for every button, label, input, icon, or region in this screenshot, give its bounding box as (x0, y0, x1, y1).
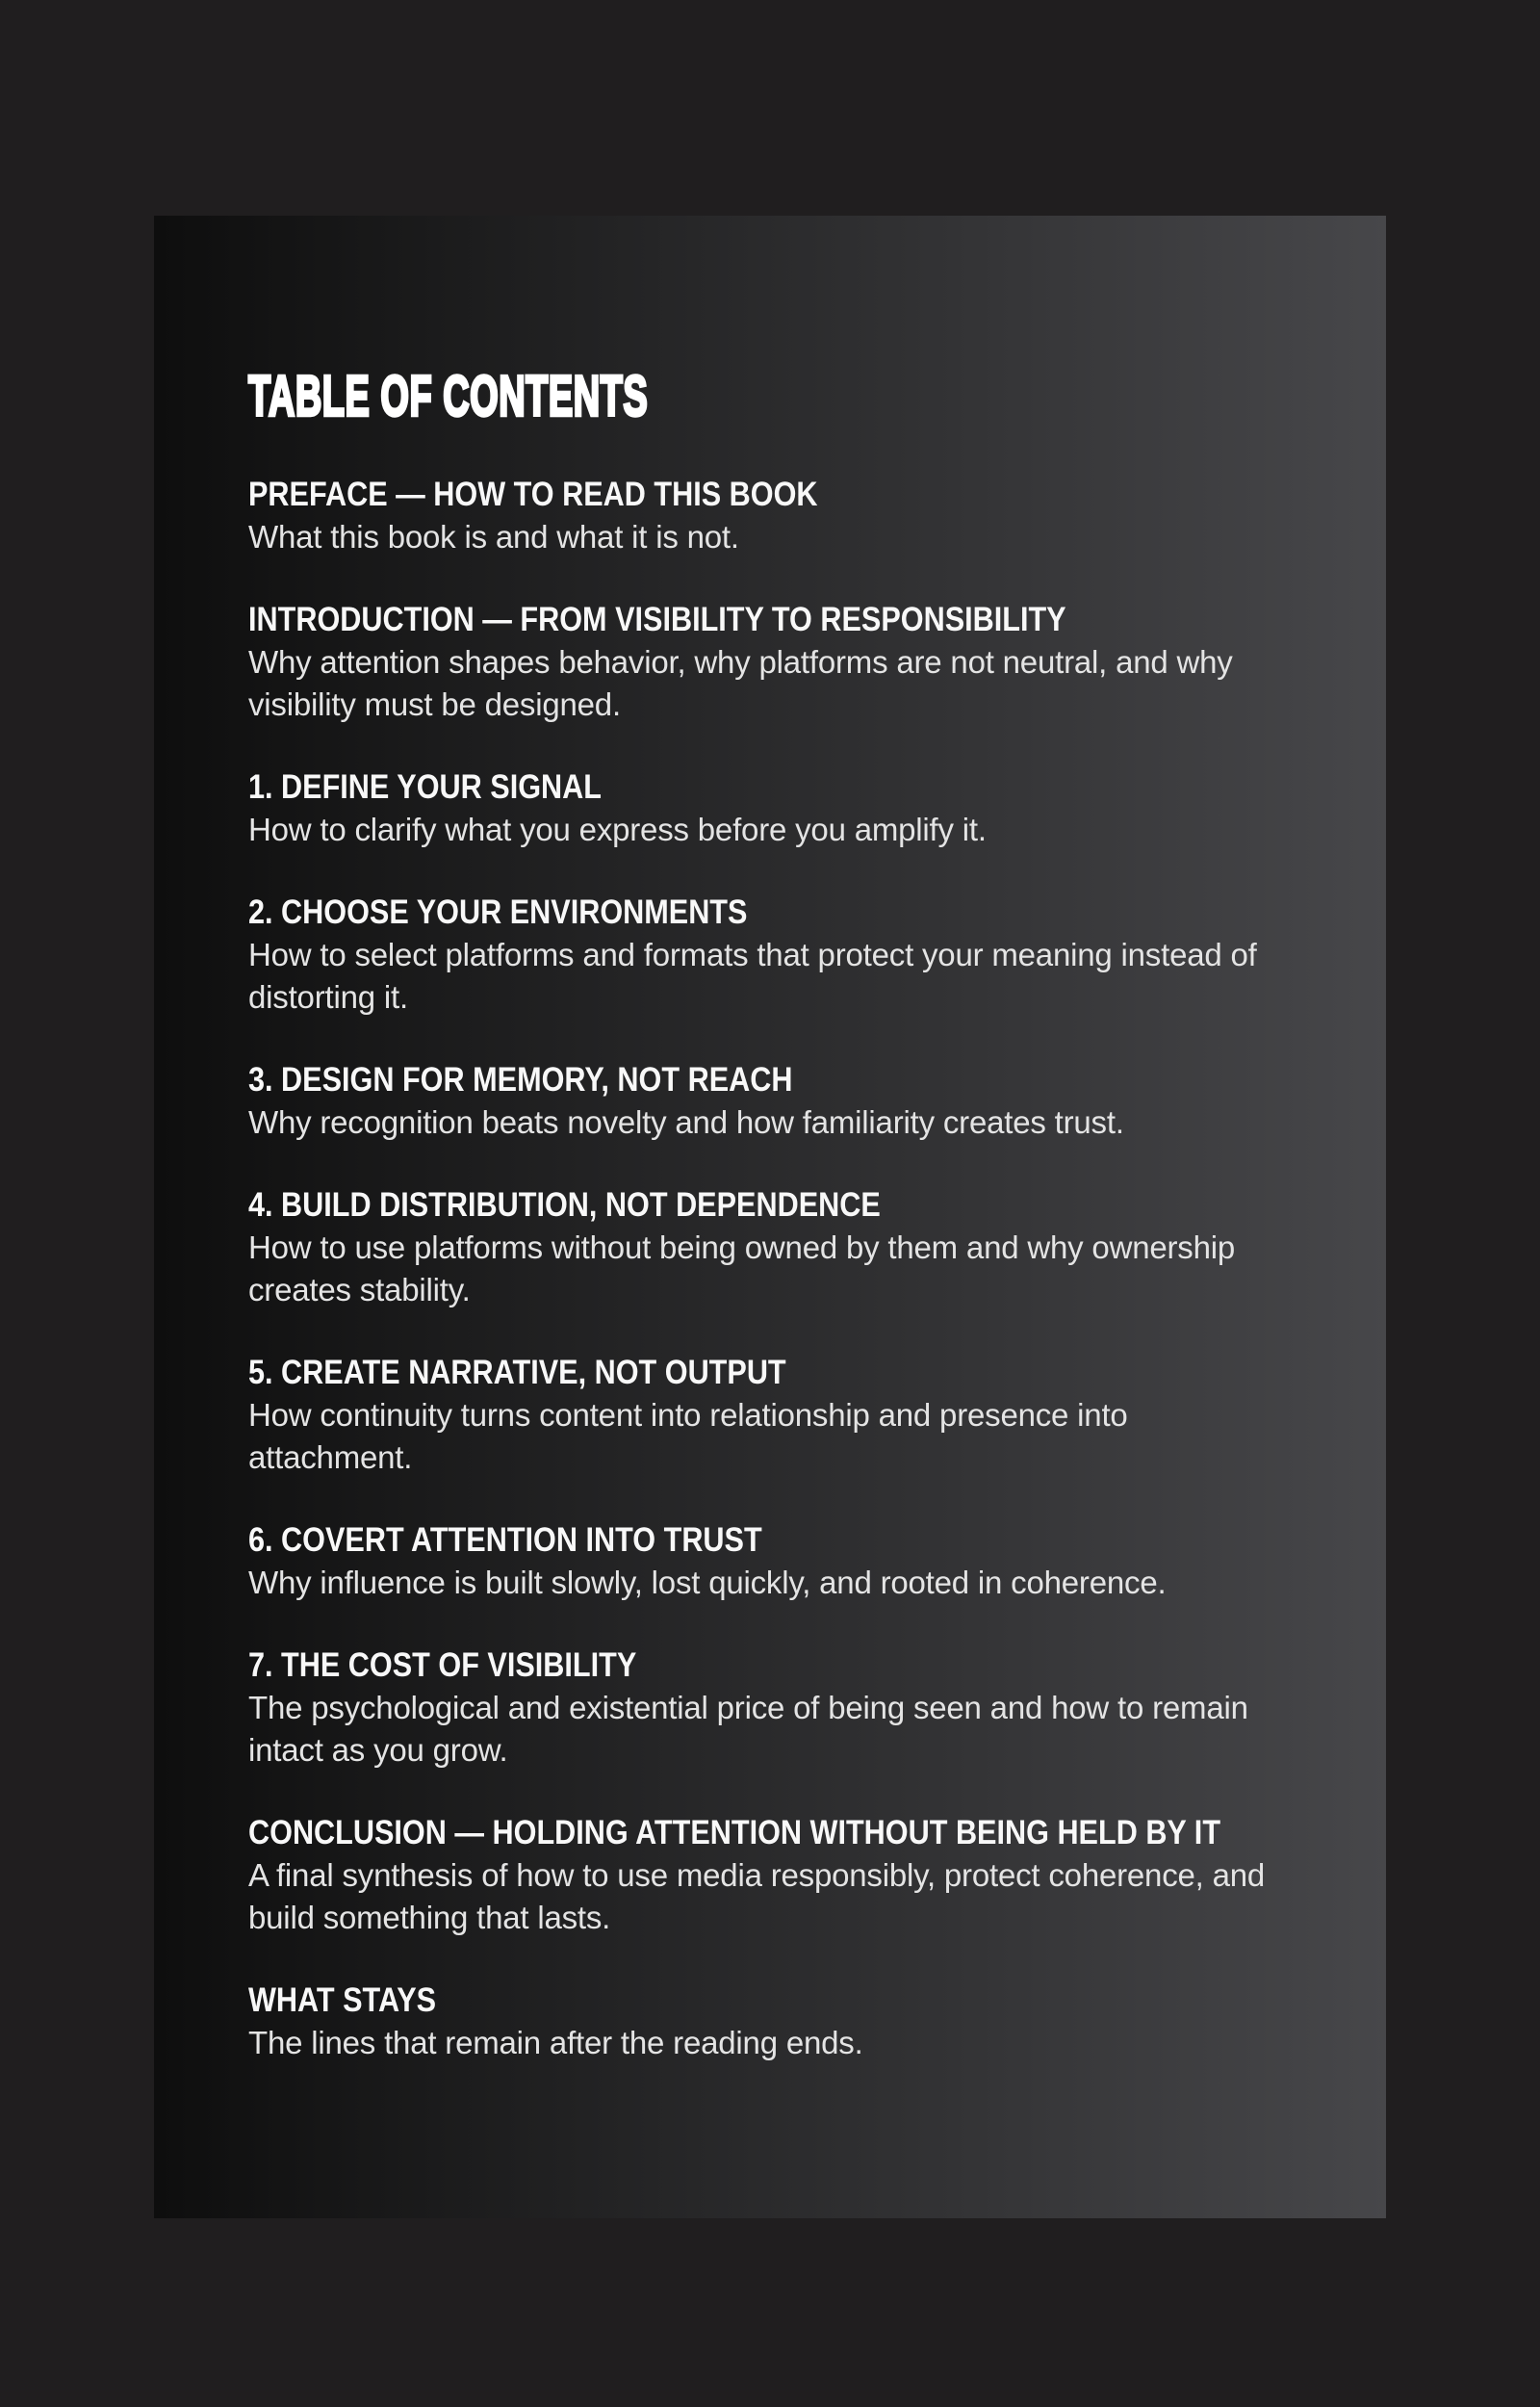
entry-description-line: How continuity turns content into relationship and presence into (248, 1397, 1128, 1433)
entry-description-line: How to clarify what you express before you amplify it. (248, 812, 987, 847)
entry-description (248, 934, 1299, 1019)
entry-heading: 4. BUILD DISTRIBUTION, NOT DEPENDENCE (248, 1186, 881, 1224)
toc-entry (248, 1519, 1299, 1604)
entry-description-line: How to select platforms and formats that protect your meaning instead of (248, 937, 1257, 972)
entry-description (248, 1394, 1299, 1479)
entry-heading: 3. DESIGN FOR MEMORY, NOT REACH (248, 1061, 793, 1099)
entry-description (248, 1101, 1299, 1144)
toc-entry (248, 1980, 1299, 2064)
book-page (154, 216, 1386, 2218)
toc-list (248, 474, 1299, 2064)
entry-description-line: attachment. (248, 1439, 413, 1475)
entry-description (248, 1562, 1299, 1604)
entry-heading: 1. DEFINE YOUR SIGNAL (248, 768, 602, 806)
entry-description (248, 1687, 1299, 1772)
entry-description-line: intact as you grow. (248, 1732, 508, 1768)
entry-description (248, 641, 1299, 726)
entry-description-line: Why influence is built slowly, lost quickly, and rooted in coherence. (248, 1565, 1167, 1600)
entry-description-line: Why recognition beats novelty and how familiarity creates trust. (248, 1104, 1124, 1140)
toc-entry (248, 474, 1299, 558)
toc-entry (248, 892, 1299, 1019)
entry-description-line: A final synthesis of how to use media responsibly, protect coherence, and (248, 1857, 1266, 1893)
entry-heading: 2. CHOOSE YOUR ENVIRONMENTS (248, 893, 748, 931)
toc-entry (248, 1352, 1299, 1479)
entry-heading: 5. CREATE NARRATIVE, NOT OUTPUT (248, 1354, 786, 1391)
entry-description-line: visibility must be designed. (248, 686, 621, 722)
entry-heading: CONCLUSION — HOLDING ATTENTION WITHOUT BEING HELD BY IT (248, 1814, 1221, 1851)
toc-entry (248, 1059, 1299, 1144)
entry-description (248, 1227, 1299, 1311)
toc-entry (248, 1184, 1299, 1311)
entry-description (248, 516, 1299, 558)
entry-description (248, 1854, 1299, 1939)
entry-heading: PREFACE — HOW TO READ THIS BOOK (248, 476, 818, 513)
toc-entry (248, 1812, 1299, 1939)
entry-description-line: How to use platforms without being owned by them and why ownership (248, 1229, 1236, 1265)
entry-description-line: The lines that remain after the reading ends. (248, 2025, 863, 2060)
entry-heading: 6. COVERT ATTENTION INTO TRUST (248, 1521, 762, 1559)
page-title: TABLE OF CONTENTS (248, 366, 649, 429)
toc-entry (248, 599, 1299, 726)
entry-description-line: creates stability. (248, 1272, 471, 1307)
entry-heading: 7. THE COST OF VISIBILITY (248, 1646, 637, 1684)
entry-description (248, 809, 1299, 851)
entry-heading: INTRODUCTION — FROM VISIBILITY TO RESPONSIBILITY (248, 601, 1066, 638)
toc-entry (248, 766, 1299, 851)
entry-description (248, 2022, 1299, 2064)
entry-description-line: Why attention shapes behavior, why platforms are not neutral, and why (248, 644, 1233, 680)
entry-description-line: What this book is and what it is not. (248, 519, 739, 555)
toc-entry (248, 1644, 1299, 1772)
entry-description-line: The psychological and existential price of being seen and how to remain (248, 1690, 1248, 1725)
entry-description-line: distorting it. (248, 979, 408, 1015)
entry-description-line: build something that lasts. (248, 1900, 611, 1935)
entry-heading: WHAT STAYS (248, 1981, 437, 2019)
